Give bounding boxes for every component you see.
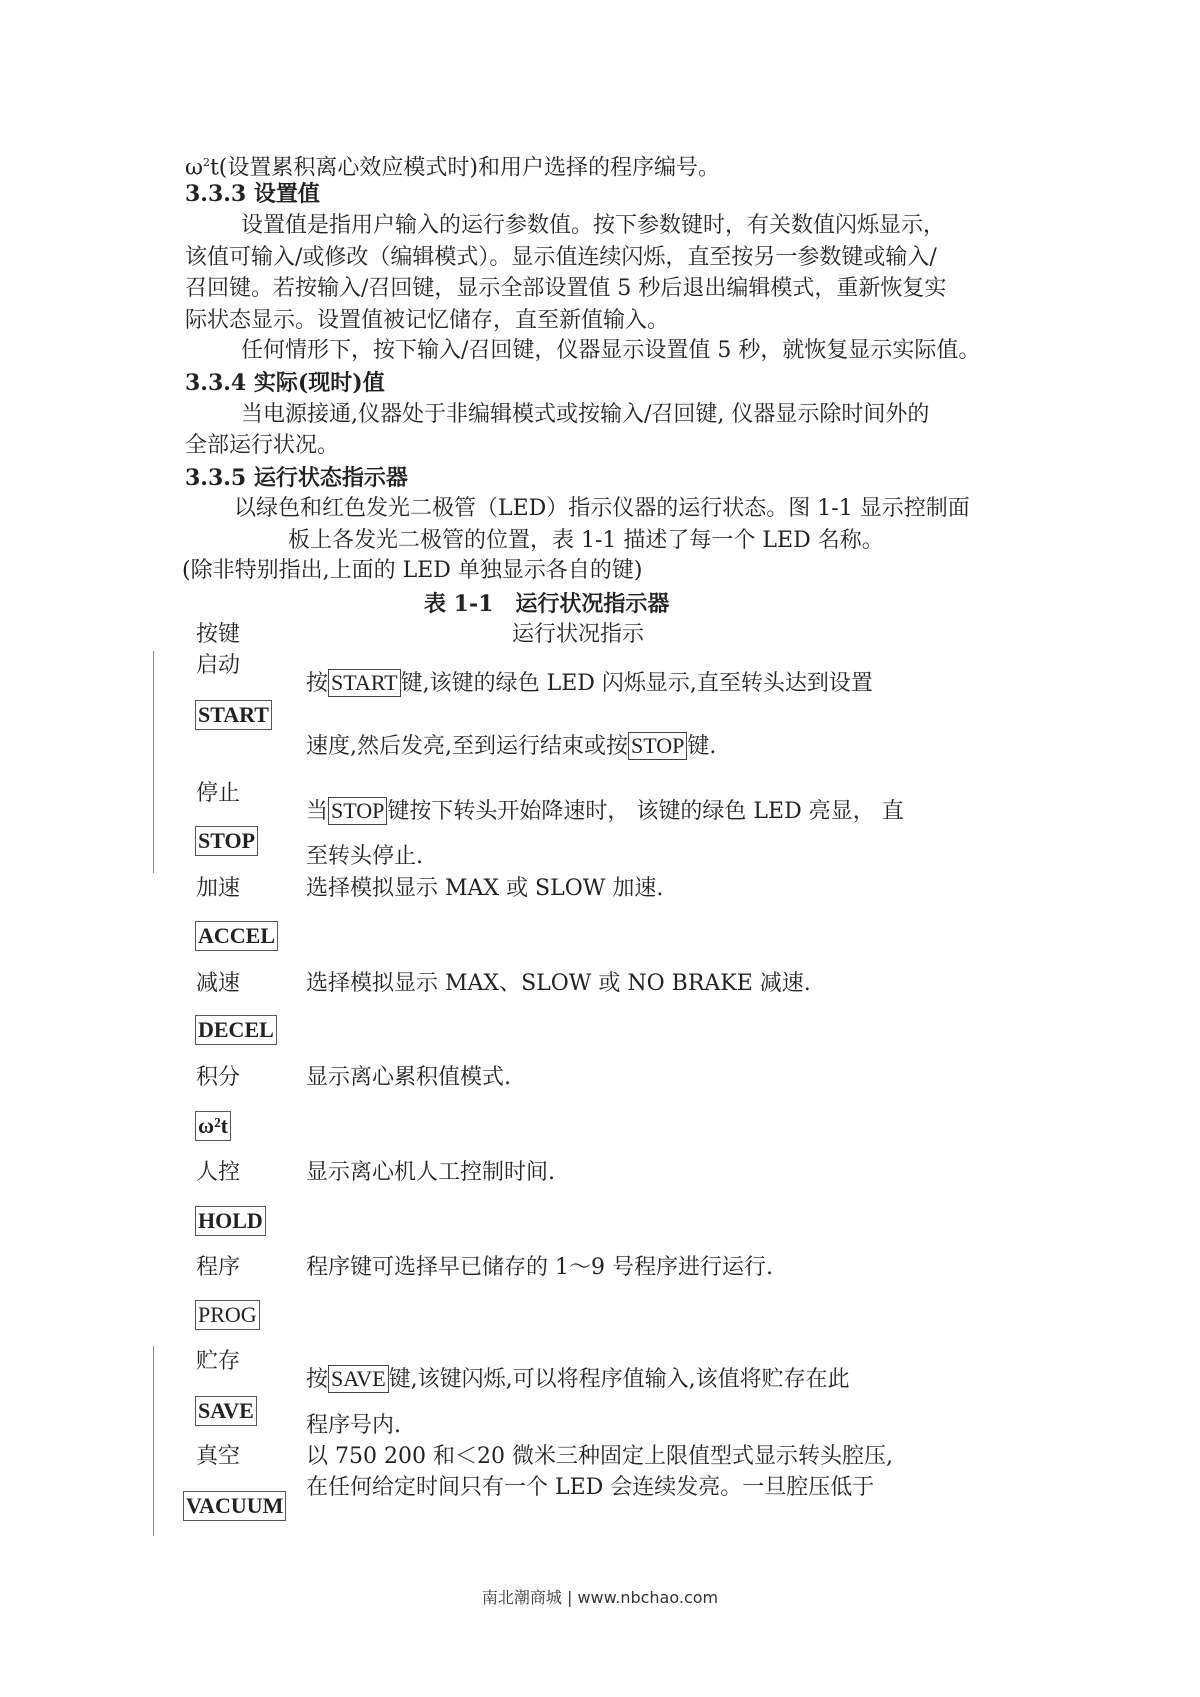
para-line: 以绿色和红色发光二极管（LED）指示仪器的运行状态。图 1-1 显示控制面	[234, 496, 970, 521]
decel-key-label: DECEL	[195, 1015, 277, 1045]
hold-key-label: HOLD	[195, 1206, 266, 1236]
intro-line	[185, 149, 720, 182]
intro-text: t(设置累积离心效应模式时)和用户选择的程序编号。	[209, 155, 720, 181]
key-name: 启动	[196, 653, 241, 678]
stop-key-label: STOP	[195, 826, 258, 856]
row-desc: 程序键可选择早已储存的 1～9 号程序进行运行.	[306, 1255, 773, 1280]
key-name: 人控	[196, 1160, 241, 1185]
save-key-inline: SAVE	[328, 1365, 389, 1393]
key-name: 真空	[196, 1444, 241, 1469]
stop-key-inline: STOP	[328, 797, 387, 825]
stop-key-inline: STOP	[628, 732, 687, 760]
save-key-label: SAVE	[195, 1396, 257, 1426]
margin-line	[153, 1346, 154, 1536]
footer-watermark: 南北潮商城 | www.nbchao.com	[481, 1588, 719, 1607]
heading-333: 3.3.3 设置值	[185, 181, 320, 207]
para-line: (除非特别指出,上面的 LED 单独显示各自的键)	[182, 558, 643, 583]
key-name: 程序	[196, 1255, 241, 1280]
start-key-inline: START	[328, 669, 401, 697]
row-desc: 至转头停止.	[306, 844, 423, 869]
superscript: 2	[202, 156, 210, 169]
row-desc: 速度,然后发亮,至到运行结束或按 STOP 键.	[306, 733, 717, 759]
para-line: 际状态显示。设置值被记忆储存，直至新值输入。	[185, 308, 670, 333]
heading-334: 3.3.4 实际(现时)值	[185, 370, 385, 396]
row-desc: 以 750 200 和＜20 微米三种固定上限值型式显示转头腔压,	[306, 1444, 893, 1469]
col-header-key: 按键	[196, 622, 241, 647]
table-title: 表 1-1 运行状况指示器	[424, 591, 670, 617]
accel-key-label: ACCEL	[195, 921, 278, 951]
col-header-desc: 运行状况指示	[512, 622, 645, 647]
row-desc: 在任何给定时间只有一个 LED 会连续发亮。一旦腔压低于	[306, 1475, 875, 1500]
para-line: 召回键。若按输入/召回键，显示全部设置值 5 秒后退出编辑模式，重新恢复实	[185, 276, 947, 301]
key-name: 停止	[196, 781, 241, 806]
key-name: 贮存	[196, 1349, 241, 1374]
row-desc: 显示离心累积值模式.	[306, 1065, 511, 1090]
para-line: 任何情形下，按下输入/召回键，仪器显示设置值 5 秒，就恢复显示实际值。	[241, 338, 981, 363]
key-name: 加速	[196, 876, 241, 901]
row-desc: 显示离心机人工控制时间.	[306, 1160, 555, 1185]
para-line: 板上各发光二极管的位置，表 1-1 描述了每一个 LED 名称。	[288, 528, 884, 553]
key-name: 积分	[196, 1065, 241, 1090]
heading-335: 3.3.5 运行状态指示器	[185, 465, 408, 491]
row-desc: 选择模拟显示 MAX、SLOW 或 NO BRAKE 减速.	[306, 971, 811, 996]
row-desc: 按 START 键,该键的绿色 LED 闪烁显示,直至转头达到设置	[306, 670, 873, 696]
para-line: 当电源接通,仪器处于非编辑模式或按输入/召回键, 仪器显示除时间外的	[241, 402, 930, 427]
margin-line	[153, 651, 154, 873]
omega2t-key-label: ω²t	[195, 1111, 231, 1141]
para-line: 设置值是指用户输入的运行参数值。按下参数键时，有关数值闪烁显示，	[241, 213, 946, 238]
row-desc: 程序号内.	[306, 1413, 401, 1438]
prog-key-label: PROG	[195, 1300, 260, 1330]
row-desc: 当 STOP 键按下转头开始降速时， 该键的绿色 LED 亮显， 直	[306, 798, 904, 824]
row-desc: 选择模拟显示 MAX 或 SLOW 加速.	[306, 876, 664, 901]
key-name: 减速	[196, 971, 241, 996]
para-line: 该值可输入/或修改（编辑模式）。显示值连续闪烁，直至按另一参数键或输入/	[185, 245, 937, 270]
vacuum-key-label: VACUUM	[183, 1491, 286, 1521]
omega: ω	[185, 155, 203, 181]
start-key-label: START	[195, 700, 272, 730]
para-line: 全部运行状况。	[185, 433, 340, 458]
row-desc: 按 SAVE 键,该键闪烁,可以将程序值输入,该值将贮存在此	[306, 1366, 850, 1392]
